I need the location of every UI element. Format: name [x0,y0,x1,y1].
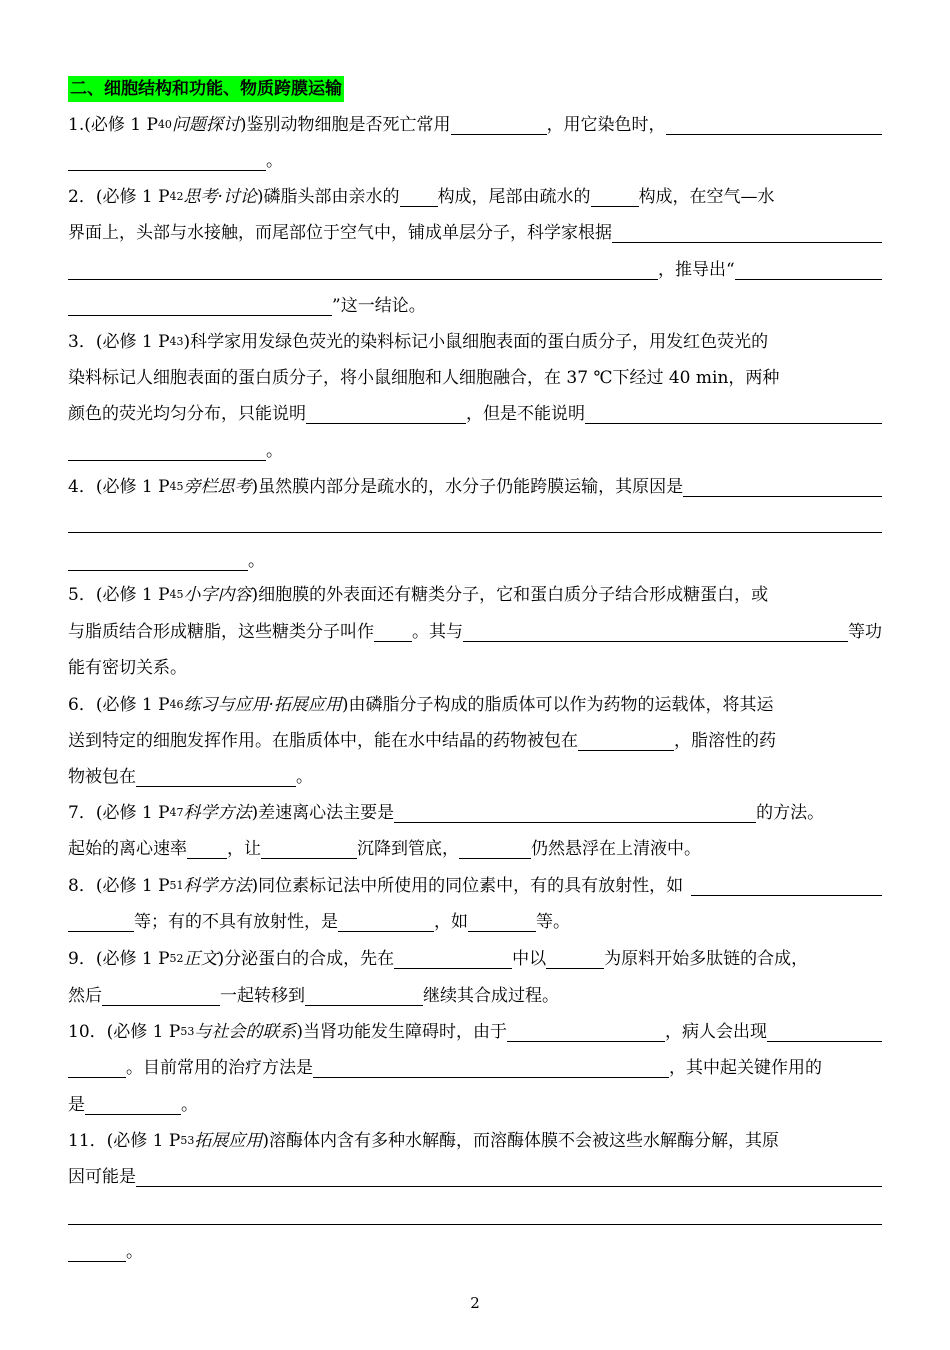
q5-prefix: 5．(必修 1 P [68,585,170,605]
q6-text: )由磷脂分子构成的脂质体可以作为药物的运载体，将其运 [341,695,774,715]
q3-text-4: ，但是不能说明 [466,404,585,424]
q9-text-4: 然后 [68,986,102,1006]
question-11-line-1: 11．(必修 1 P 53 拓展应用 )溶酶体内含有多种水解酶，而溶酶体膜不会被这些水解酶分解，其原 [68,1126,882,1156]
q5-text: )细胞膜的外表面还有糖类分子，它和蛋白质分子结合形成糖蛋白，或 [251,585,769,605]
answer-blank[interactable] [546,949,604,969]
q3-text: )科学家用发绿色荧光的染料标记小鼠细胞表面的蛋白质分子，用发红色荧光的 [183,332,769,352]
q9-text-6: 继续其合成过程。 [423,986,559,1006]
answer-blank[interactable] [735,260,882,280]
q3-end: 。 [266,441,283,461]
q7-text: )差速离心法主要是 [251,803,395,823]
question-11-line-2 [68,1162,882,1192]
q11-end: 。 [126,1242,143,1262]
question-10-line-3 [68,1090,882,1120]
question-3-line-4 [68,436,882,466]
answer-blank[interactable] [394,803,756,823]
q8-source: 科学方法 [183,876,252,896]
q11-text: )溶酶体内含有多种水解酶，而溶酶体膜不会被这些水解酶分解，其原 [262,1131,779,1151]
answer-blank[interactable] [68,912,134,932]
answer-blank[interactable] [68,513,882,533]
answer-blank[interactable] [691,876,882,896]
answer-blank[interactable] [591,187,639,207]
question-11-line-4 [68,1237,882,1267]
q2-text-5: ，推导出“ [658,260,735,280]
q7-text-3: 起始的离心速率 [68,839,187,859]
q4-text: )虽然膜内部分是疏水的，水分子仍能跨膜运输，其原因是 [251,477,684,497]
q7-source: 科学方法 [183,803,252,823]
answer-blank[interactable] [68,441,266,461]
question-5-line-3 [68,653,882,683]
q7-text-2: 的方法。 [756,803,825,823]
answer-blank[interactable] [468,912,536,932]
answer-blank[interactable] [374,622,412,642]
answer-blank[interactable] [68,1058,126,1078]
q1-source: 问题探讨 [171,115,240,135]
section-heading: 二、细胞结构和功能、物质跨膜运输 [68,76,344,102]
question-11-line-3 [68,1200,882,1230]
q6-end: 。 [296,767,313,787]
q8-text-4: 等。 [536,912,570,932]
answer-blank[interactable] [102,986,220,1006]
q4-end: 。 [248,551,265,571]
question-4-line-3 [68,546,882,576]
answer-blank[interactable] [313,1058,669,1078]
question-8-line-2 [68,907,882,937]
question-7-line-1: 7．(必修 1 P 47 科学方法 )差速离心法主要是 的方法。 [68,798,882,828]
question-3-line-2 [68,363,882,393]
q6-prefix: 6．(必修 1 P [68,695,170,715]
q9-text: )分泌蛋白的合成，先在 [217,949,395,969]
question-6-line-3 [68,762,882,792]
question-4-line-1: 4．(必修 1 P 45 旁栏思考 )虽然膜内部分是疏水的，水分子仍能跨膜运输，其原因是 [68,472,882,502]
question-6-line-2 [68,726,882,756]
q6-text-3: ，脂溶性的药 [674,731,776,751]
q6-source: 练习与应用·拓展应用 [183,695,342,715]
q8-text-3: ，如 [434,912,468,932]
q8-prefix: 8．(必修 1 P [68,876,170,896]
q5-source: 小字内容 [183,585,252,605]
question-2-line-1: 2．(必修 1 P 42 思考·讨论 )磷脂头部由亲水的 构成，尾部由疏水的 构成，在空气—水 [68,182,882,212]
q2-text-2: 构成，尾部由疏水的 [437,187,591,207]
q9-source: 正文 [183,949,218,969]
q1-prefix: 1.(必修 1 P [68,115,158,135]
question-2-line-2 [68,218,882,248]
q11-source: 拓展应用 [194,1131,263,1151]
answer-blank[interactable] [85,1095,181,1115]
answer-blank[interactable] [585,404,882,424]
q3-prefix: 3．(必修 1 P [68,332,170,352]
q10-text-2: ，病人会出现 [664,1022,767,1042]
q7-text-4: ，让 [227,839,261,859]
q10-text: )当肾功能发生障碍时，由于 [296,1022,507,1042]
question-10-line-2 [68,1053,882,1083]
q3-text-3: 颜色的荧光均匀分布，只能说明 [68,404,306,424]
question-5-line-1: 5．(必修 1 P 45 小字内容 )细胞膜的外表面还有糖类分子，它和蛋白质分子结合形成糖蛋白，或 [68,580,882,610]
q10-text-3: 。目前常用的治疗方法是 [126,1058,313,1078]
q2-text-4: 界面上，头部与水接触，而尾部位于空气中，铺成单层分子，科学家根据 [68,223,612,243]
question-3-line-1: 3．(必修 1 P 43 )科学家用发绿色荧光的染料标记小鼠细胞表面的蛋白质分子，用发红色荧光的 [68,327,882,357]
answer-blank[interactable] [68,551,248,571]
answer-blank[interactable] [338,912,434,932]
question-2-line-4 [68,291,882,321]
q5-text-2: 与脂质结合形成糖脂，这些糖类分子叫作 [68,622,374,642]
q6-text-4: 物被包在 [68,767,136,787]
answer-blank[interactable] [68,1205,882,1225]
q10-prefix: 10．(必修 1 P [68,1022,181,1042]
question-3-line-3 [68,399,882,429]
q11-text-2: 因可能是 [68,1167,136,1187]
q11-prefix: 11．(必修 1 P [68,1131,181,1151]
answer-blank[interactable] [68,151,266,171]
answer-blank[interactable] [136,767,296,787]
q10-text-4: ，其中起关键作用的 [669,1058,822,1078]
question-9-line-1: 9．(必修 1 P 52 正文 )分泌蛋白的合成，先在 中以 为原料开始多肽链的合成， [68,944,882,974]
question-7-line-2 [68,834,882,864]
answer-blank[interactable] [400,187,438,207]
q9-text-3: 为原料开始多肽链的合成， [604,949,809,969]
q7-text-6: 仍然悬浮在上清液中。 [531,839,701,859]
q10-end: 。 [181,1095,198,1115]
question-1-line-2 [68,146,882,176]
q5-text-4: 等功 [848,622,882,642]
q9-prefix: 9．(必修 1 P [68,949,170,969]
q8-text: )同位素标记法中所使用的同位素中，有的具有放射性，如 [251,876,684,896]
q10-source: 与社会的联系 [194,1022,297,1042]
q5-text-5: 能有密切关系。 [68,658,187,678]
q2-text: )磷脂头部由亲水的 [256,187,400,207]
q2-text-3: 构成，在空气—水 [638,187,775,207]
question-6-line-1: 6．(必修 1 P 46 练习与应用·拓展应用 )由磷脂分子构成的脂质体可以作为药物的运载体，将其运 [68,690,882,720]
answer-blank[interactable] [68,296,332,316]
q6-text-2: 送到特定的细胞发挥作用。在脂质体中，能在水中结晶的药物被包在 [68,731,578,751]
q10-text-5: 是 [68,1095,85,1115]
q8-text-2: 等；有的不具有放射性，是 [134,912,338,932]
q2-prefix: 2．(必修 1 P [68,187,170,207]
q4-source: 旁栏思考 [183,477,252,497]
question-5-line-2 [68,617,882,647]
answer-blank[interactable] [394,949,512,969]
answer-blank[interactable] [305,986,423,1006]
answer-blank[interactable] [666,115,882,135]
page-number: 2 [470,1294,480,1312]
answer-blank[interactable] [68,260,658,280]
q7-prefix: 7．(必修 1 P [68,803,170,823]
answer-blank[interactable] [459,839,531,859]
answer-blank[interactable] [68,1242,126,1262]
q1-text-2: ，用它染色时， [546,115,666,135]
answer-blank[interactable] [507,1022,665,1042]
q5-text-3: 。其与 [412,622,463,642]
question-9-line-2 [68,981,882,1011]
question-2-line-3 [68,255,882,285]
question-1-line-1: 1.(必修 1 P 40 问题探讨 )鉴别动物细胞是否死亡常用 ，用它染色时， [68,110,882,140]
answer-blank[interactable] [463,622,848,642]
question-8-line-1: 8．(必修 1 P 51 科学方法 )同位素标记法中所使用的同位素中，有的具有放射性，如 [68,871,882,901]
q2-text-6: ”这一结论。 [332,296,426,316]
answer-blank[interactable] [261,839,357,859]
q2-source: 思考·讨论 [183,187,257,207]
q4-prefix: 4．(必修 1 P [68,477,170,497]
question-4-line-2 [68,508,882,538]
q3-text-2: 染料标记人细胞表面的蛋白质分子，将小鼠细胞和人细胞融合，在 37 ℃下经过 40 min，两种 [68,368,780,388]
answer-blank[interactable] [187,839,227,859]
answer-blank[interactable] [306,404,466,424]
question-10-line-1: 10．(必修 1 P 53 与社会的联系 )当肾功能发生障碍时，由于 ，病人会出现 [68,1017,882,1047]
answer-blank[interactable] [767,1022,882,1042]
q9-text-5: 一起转移到 [220,986,305,1006]
answer-blank[interactable] [683,477,882,497]
answer-blank[interactable] [136,1167,882,1187]
q1-end: 。 [266,151,283,171]
answer-blank[interactable] [451,115,547,135]
q7-text-5: 沉降到管底， [357,839,459,859]
q9-text-2: 中以 [512,949,547,969]
answer-blank[interactable] [612,223,882,243]
answer-blank[interactable] [578,731,674,751]
q1-text: )鉴别动物细胞是否死亡常用 [239,115,451,135]
